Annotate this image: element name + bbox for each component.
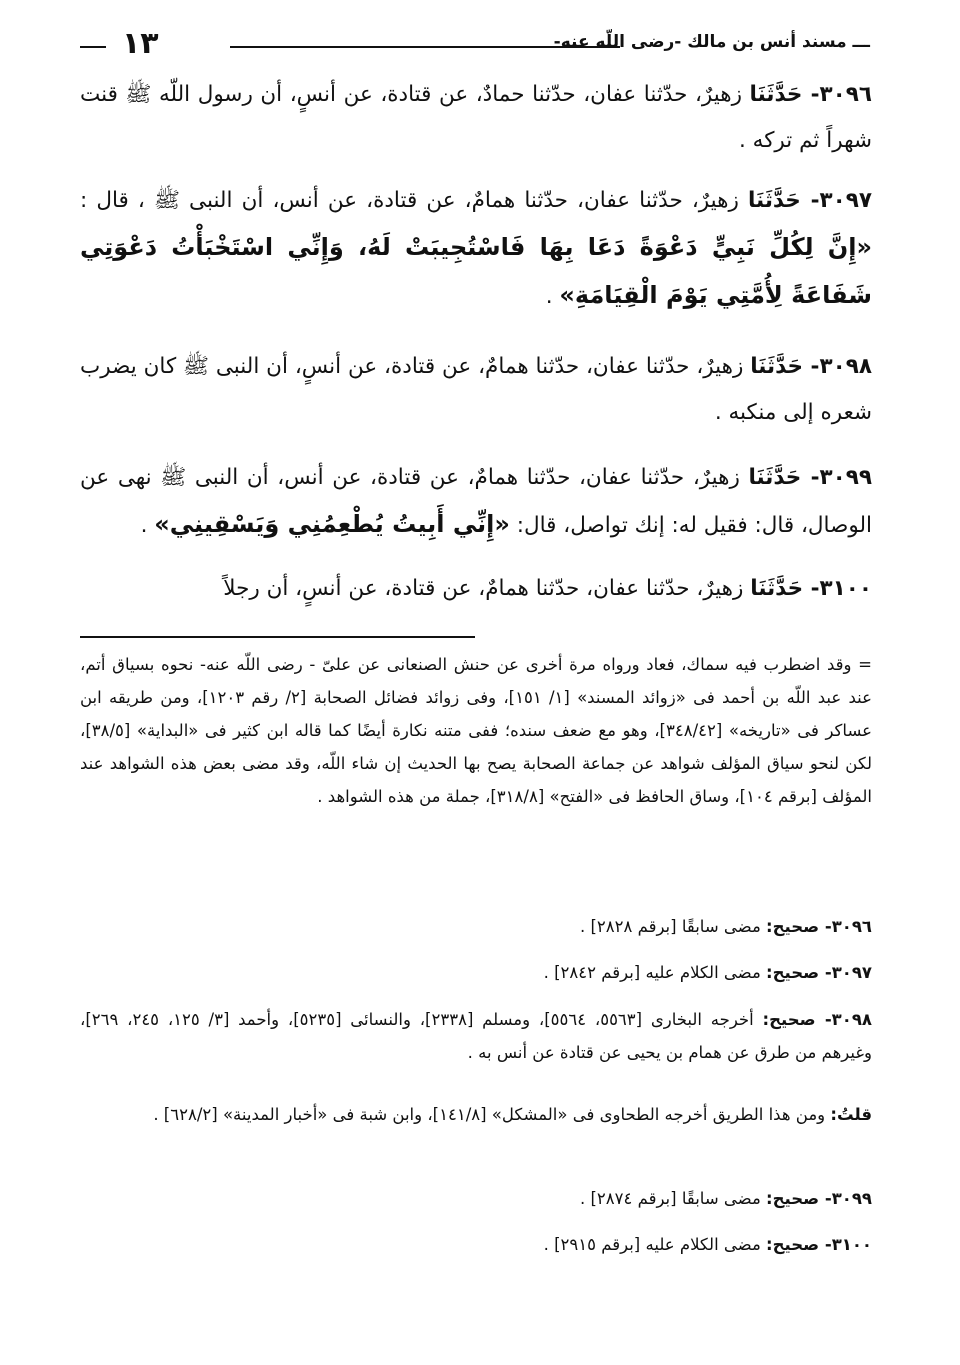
footnote-continuation: = وقد اضطرب فيه سماك، فعاد ورواه مرة أخرى عن حنش الصنعانى عن علىّ - رضى اللّه عنه- نحوه بسياق أتم، عند عبد اللّه بن أحمد فى «زوائد المسند» [١/ ١٥١]، وفى زوائد فضائل الصحابة [٢/ رقم ١٢٠٣]، ومن طريقه ابن عساكر فى «تاريخه» [٣٤٨/٤٢]، وهو مع ضعف سنده؛ ففى متنه نكارة أيضًا كما قاله ابن كثير فى «البداية» [٣٨/٥]، لكن لنحو سياق المؤلف شواهد عن جماعة الصحابة يصح بها الحديث إن شاء اللّه، وقد مضى بعض هذه الشواهد عند المؤلف [برقم ١٠٤]، وساق الحافظ فى «الفتح» [٣١٨/٨]، جملة من هذه الشواهد . <box>80 655 873 806</box>
footnote-label: ٣٠٩٩- صحيح: <box>766 1189 872 1208</box>
hadith-3096 <box>80 72 872 164</box>
hadith-3100 <box>80 566 872 612</box>
hadith-end: . <box>545 284 560 309</box>
footnote-3098 <box>80 1003 872 1069</box>
footnote-label: ٣١٠٠- صحيح: <box>766 1235 872 1254</box>
hadith-3098 <box>80 344 872 436</box>
footnote-label: ٣٠٩٦- صحيح: <box>766 917 872 936</box>
page-header <box>80 26 870 64</box>
hadith-text: زهيرٌ، حدّثنا عفان، حدّثنا همامٌ، عن قتادة، عن أنس، أن النبى ﷺ نهى عن الوصال، قال: فقيل له: إنك تواصل، قال: <box>80 465 872 538</box>
footnote-3099 <box>80 1182 872 1215</box>
footnote-3100 <box>80 1228 872 1261</box>
footnote-text: مضى الكلام عليه [برقم ٢٩١٥] . <box>543 1235 767 1254</box>
footnote-label: ٣٠٩٨- صحيح: <box>762 1010 872 1029</box>
hadith-3099 <box>80 455 872 549</box>
footnote-label: ٣٠٩٧- صحيح: <box>766 963 872 982</box>
hadith-text: زهيرٌ، حدّثنا عفان، حدّثنا همامٌ، عن قتادة، عن أنس، أن النبى ﷺ ، قال : <box>80 188 748 213</box>
hadith-end: . <box>140 513 155 538</box>
footnote-text: مضى سابقًا [برقم ٢٨٢٨] . <box>579 917 767 936</box>
header-rule <box>230 46 620 48</box>
hadith-text: زهيرٌ، حدّثنا عفان، حدّثنا همامٌ، عن قتادة، عن أنسٍ، أن النبى ﷺ كان يضرب شعره إلى منكبه . <box>80 354 872 425</box>
hadith-number: ٣٠٩٧- حَدَّثَنَا <box>747 188 872 213</box>
footnote-text: مضى سابقًا [برقم ٢٨٧٤] . <box>579 1189 767 1208</box>
hadith-text: زهيرٌ، حدّثنا عفان، حدّثنا همامٌ، عن قتادة، عن أنسٍ، أن رجلاً <box>223 576 751 601</box>
header-dash <box>80 46 106 48</box>
footnote-separator <box>80 636 475 638</box>
footnote-text: ومن هذا الطريق أخرجه الطحاوى فى «المشكل» [١٤١/٨]، وابن شبة فى «أخبار المدينة» [٦٢٨/٢] . <box>153 1105 831 1124</box>
hadith-3097 <box>80 178 872 320</box>
hadith-quote: «إِنِّي أَبِيتُ يُطْعِمُنِي وَيَسْقِينِي» <box>154 510 510 538</box>
page-number: ١٣ <box>122 26 159 61</box>
running-title: ـــ مسند أنس بن مالك -رضى اللّه عنه- <box>553 32 870 52</box>
footnote-text: مضى الكلام عليه [برقم ٢٨٤٢] . <box>543 963 767 982</box>
hadith-number: ٣١٠٠- حَدَّثَنَا <box>750 576 872 601</box>
hadith-quote: «إِنَّ لِكُلِّ نَبِيٍّ دَعْوَةً دَعَا بِهَا فَاسْتُجِيبَتْ لَهُ، وَإِنِّي اسْتَخْبَأْتُ دَعْوَتِي شَفَاعَةً لِأُمَّتِي يَوْمَ الْقِيَامَةِ» <box>80 233 872 309</box>
footnote-label: قلتُ: <box>830 1105 872 1124</box>
footnote-text: أخرجه البخارى [٥٥٦٣، ٥٥٦٤]، ومسلم [٢٣٣٨]، والنسائى [٥٢٣٥]، وأحمد [٣/ ١٢٥، ٢٤٥، ٢٦٩]، وغيرهم من طرق عن همام بن يحيى عن قتادة عن أنس به . <box>80 1010 872 1062</box>
hadith-number: ٣٠٩٩- حَدَّثَنَا <box>748 465 872 490</box>
footnote-3097 <box>80 956 872 989</box>
hadith-number: ٣٠٩٦- حَدَّثَنَا <box>749 82 872 107</box>
footnote-note <box>80 1098 872 1131</box>
footnote-3096 <box>80 910 872 943</box>
hadith-number: ٣٠٩٨- حَدَّثَنَا <box>750 354 872 379</box>
hadith-text: زهيرٌ، حدّثنا عفان، حدّثنا حمادٌ، عن قتادة، عن أنسٍ، أن رسول اللّه ﷺ قنت شهراً ثم تركه . <box>80 82 872 153</box>
